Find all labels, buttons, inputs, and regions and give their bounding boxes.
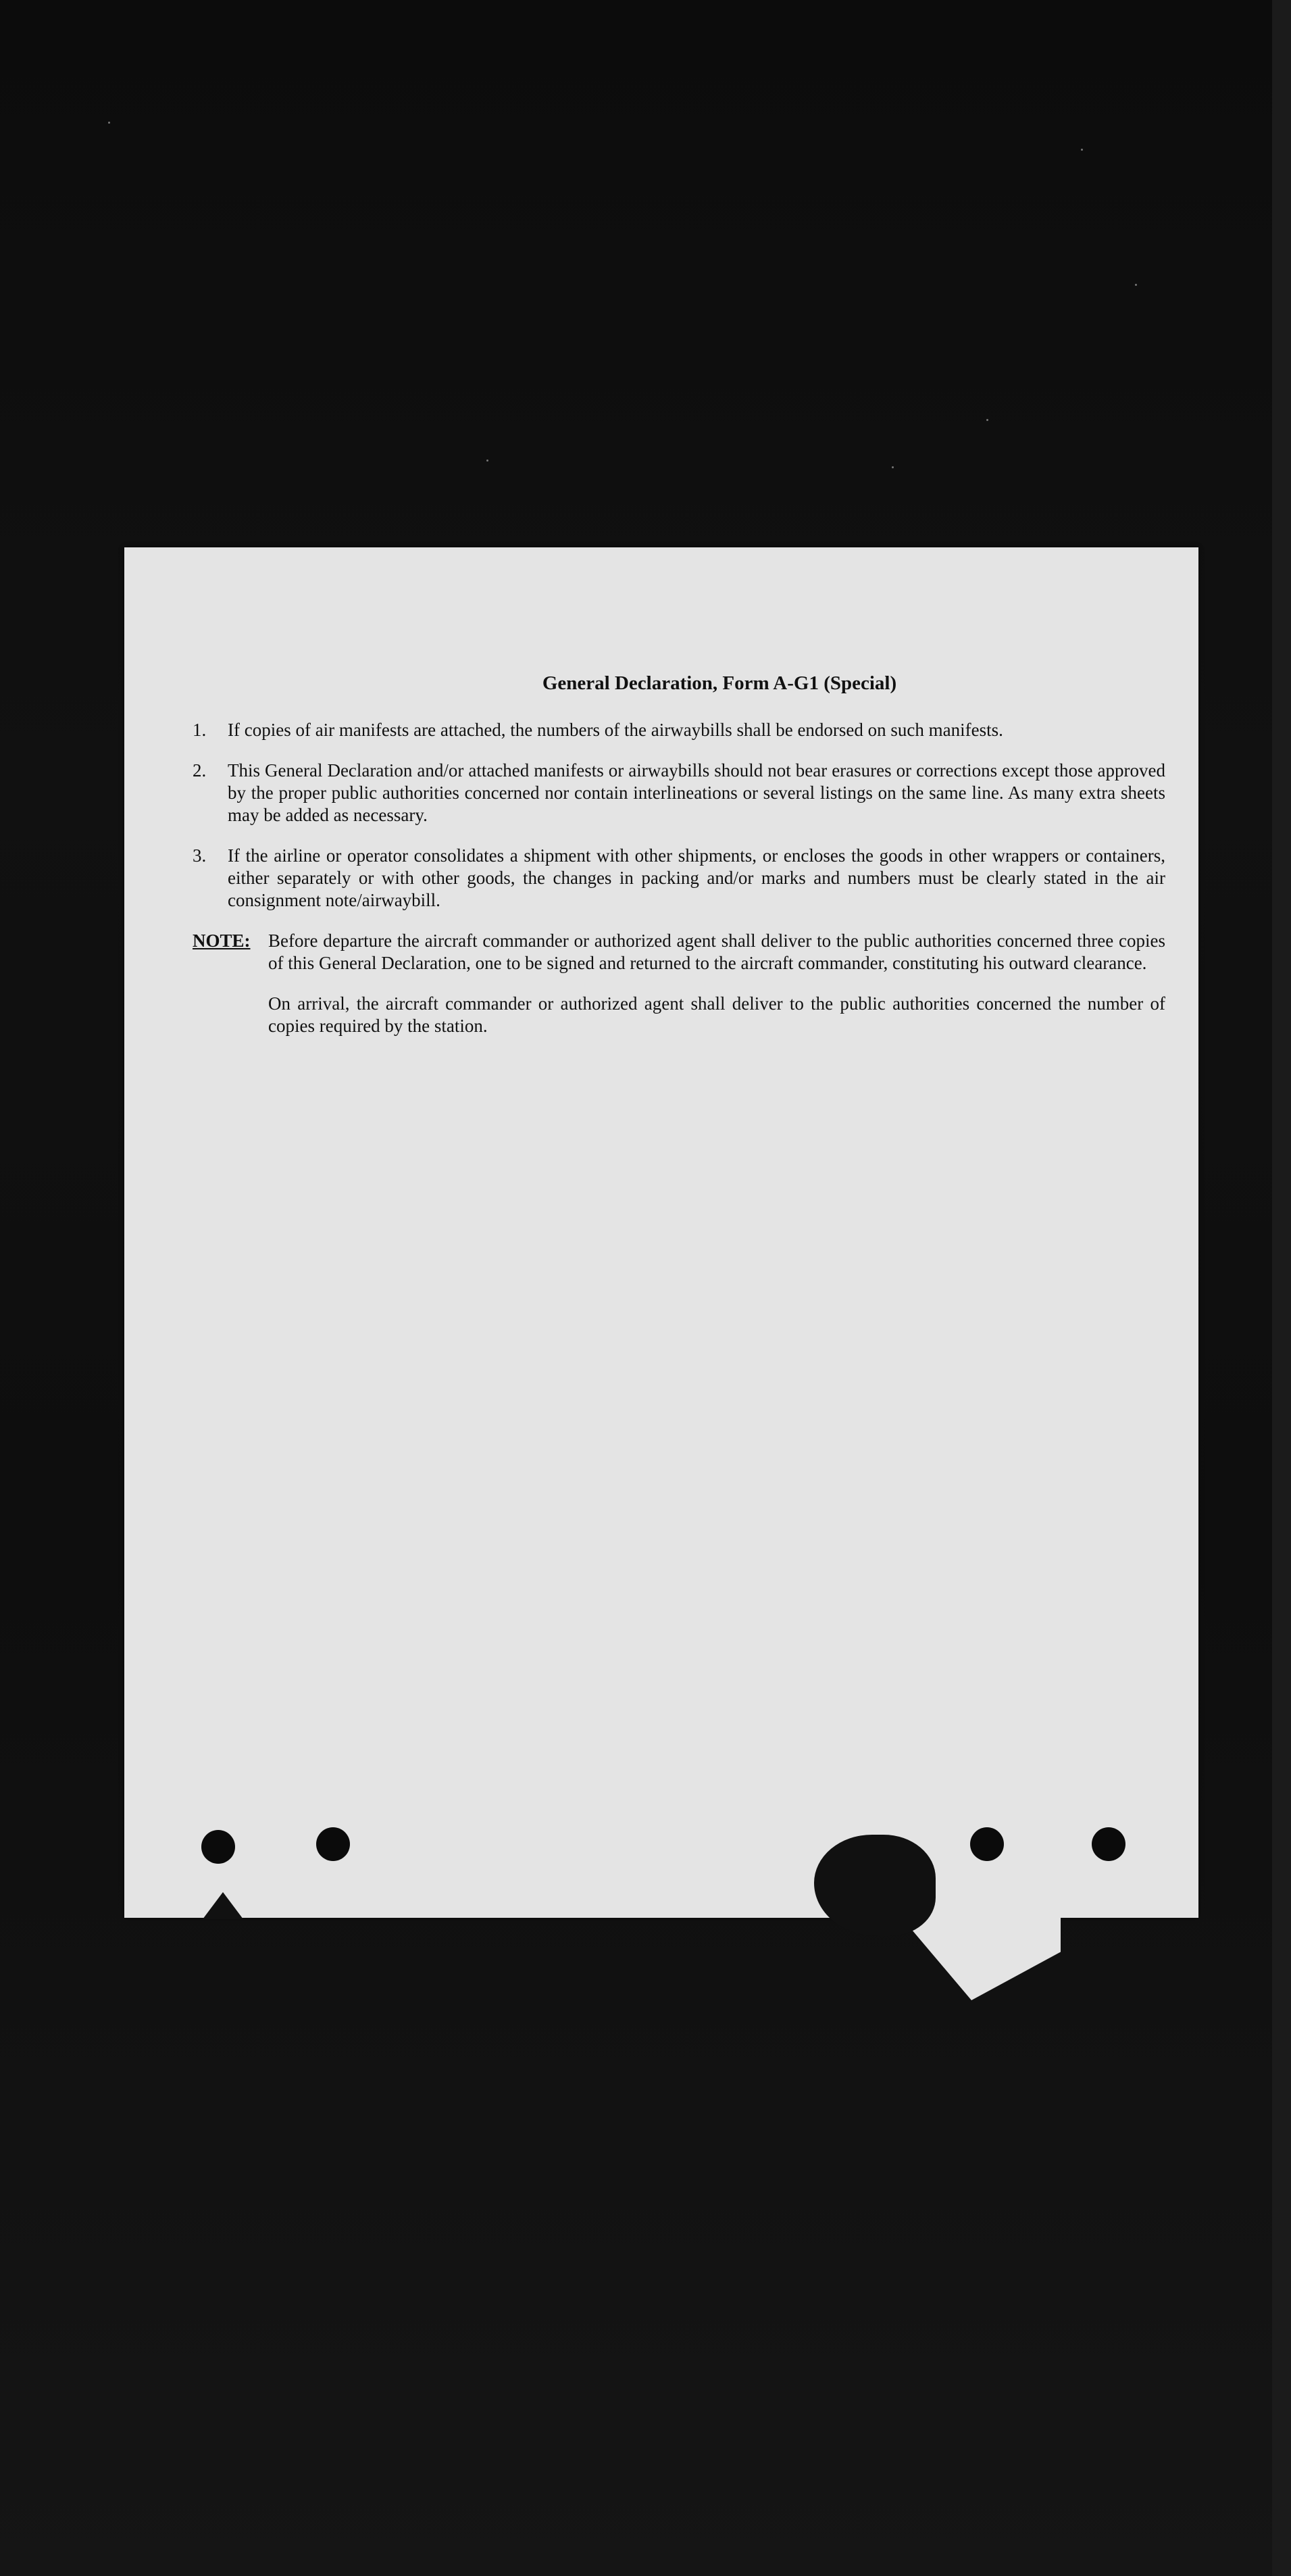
dust-speck — [892, 466, 894, 468]
document-content — [193, 672, 1165, 1056]
dust-speck — [108, 122, 110, 124]
note-section — [193, 930, 1165, 1056]
punch-hole — [201, 1830, 235, 1864]
list-item — [193, 845, 1165, 912]
item-number: 2. — [193, 760, 207, 781]
note-label: NOTE: — [193, 931, 251, 951]
dust-speck — [486, 460, 488, 462]
film-edge — [1272, 0, 1291, 2576]
item-text: If the airline or operator consolidates a shipment with other shipments, or encloses the goods in other wrappers or containers, either separately or with other goods, the changes in packing and/or marks and numbers must be clearly stated in the air consignment note/airwaybill. — [228, 845, 1165, 910]
note-paragraph: Before departure the aircraft commander or authorized agent shall deliver to the public authorities concerned three copies of this General Declaration, one to be signed and returned to the aircraft commander, constituting his outward clearance. — [268, 931, 1165, 973]
item-number: 1. — [193, 720, 207, 740]
punch-hole — [970, 1827, 1004, 1861]
note-body — [268, 930, 1165, 1056]
punch-hole — [1092, 1827, 1125, 1861]
document-title: General Declaration, Form A-G1 (Special) — [542, 672, 897, 694]
item-text: This General Declaration and/or attached manifests or airwaybills should not bear erasures or corrections except those approved by the proper public authorities concerned nor contain interlineations or several listings on the same line. As many extra sheets may be added as necessary. — [228, 760, 1165, 825]
dust-speck — [1081, 149, 1083, 151]
dust-speck — [986, 419, 988, 421]
list-item — [193, 760, 1165, 826]
list-item — [193, 719, 1165, 741]
item-text: If copies of air manifests are attached, the numbers of the airwaybills shall be endorsed on such manifests. — [228, 720, 1003, 740]
punch-hole — [316, 1827, 350, 1861]
note-paragraph: On arrival, the aircraft commander or authorized agent shall deliver to the public authorities concerned the number of copies required by the station. — [268, 993, 1165, 1036]
item-number: 3. — [193, 845, 207, 866]
dust-speck — [1135, 284, 1137, 286]
